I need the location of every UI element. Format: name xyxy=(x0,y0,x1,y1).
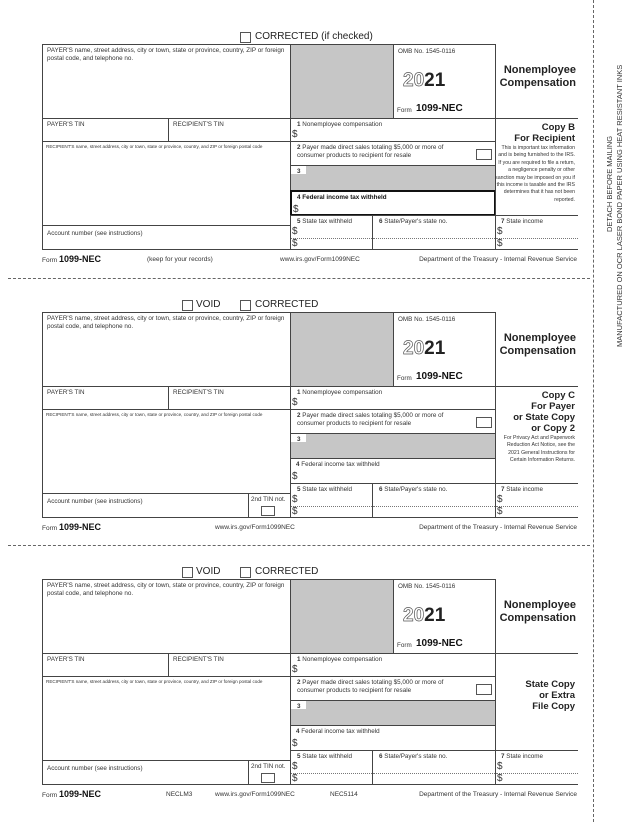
box-number: 2 xyxy=(297,144,301,151)
recipient-info-field[interactable] xyxy=(42,676,291,761)
box4-federal-tax-withheld[interactable] xyxy=(290,725,496,751)
footer-code: NECLM3 xyxy=(166,791,193,798)
detach-line xyxy=(8,278,590,279)
line-divider xyxy=(373,506,495,507)
footer-url: www.irs.gov/Form1099NEC xyxy=(280,256,360,263)
payer-tin-label: PAYER'S TIN xyxy=(47,656,85,663)
box7-state-income[interactable] xyxy=(495,750,578,785)
box3-number: 3 xyxy=(297,436,301,443)
recipient-tin-label: RECIPIENT'S TIN xyxy=(173,656,224,663)
dollar-sign: $ xyxy=(497,238,503,249)
box6-state-payer-number[interactable] xyxy=(372,483,496,518)
box1-nonemployee-compensation[interactable] xyxy=(290,653,496,677)
footer-note: (keep for your records) xyxy=(147,256,213,263)
box-number: 5 xyxy=(297,486,301,493)
omb-number: OMB No. 1545-0116 xyxy=(398,316,456,323)
corrected-label: CORRECTED (if checked) xyxy=(255,31,373,42)
second-tin-label: 2nd TIN not. xyxy=(251,763,286,770)
box5-state-tax-withheld[interactable] xyxy=(290,215,373,250)
detach-line-vertical xyxy=(593,0,594,822)
copy-designation: Copy C xyxy=(541,390,575,401)
footer-department: Department of the Treasury - Internal Revenue Service xyxy=(419,791,577,798)
form-name: 1099-NEC xyxy=(58,789,102,799)
box2-label xyxy=(297,144,462,160)
title-line1: Nonemployee xyxy=(503,599,576,611)
dollar-sign: $ xyxy=(292,773,298,784)
form-word: Form xyxy=(42,257,58,264)
dollar-sign: $ xyxy=(497,773,503,784)
box6-state-payer-number-label xyxy=(379,753,447,761)
box7-state-income[interactable] xyxy=(495,215,578,250)
box3-number: 3 xyxy=(297,703,301,710)
box-number: 1 xyxy=(297,121,301,128)
box-label-text: State tax withheld xyxy=(302,486,352,493)
box4-label xyxy=(296,728,380,736)
payer-info-field[interactable] xyxy=(42,312,291,387)
payer-tin-label: PAYER'S TIN xyxy=(47,121,85,128)
dollar-sign: $ xyxy=(497,226,503,237)
box4-federal-tax-withheld[interactable] xyxy=(290,190,496,216)
tax-year-bold: 21 xyxy=(424,605,446,626)
form-title xyxy=(496,332,576,358)
box2-label xyxy=(297,412,462,428)
box-label-text: Nonemployee compensation xyxy=(302,389,383,396)
recipient-tin-label: RECIPIENT'S TIN xyxy=(173,121,224,128)
dollar-sign: $ xyxy=(292,761,298,772)
line-divider xyxy=(496,506,578,507)
line-divider xyxy=(373,773,495,774)
void-checkbox[interactable] xyxy=(182,300,193,311)
copy-designation: State Copy xyxy=(525,679,575,690)
box3-shading xyxy=(306,166,495,175)
box4-label xyxy=(296,461,380,469)
line-divider xyxy=(373,238,495,239)
second-tin-checkbox[interactable] xyxy=(261,506,275,516)
footer-department: Department of the Treasury - Internal Revenue Service xyxy=(419,524,577,531)
recipient-tin-field[interactable] xyxy=(168,653,291,677)
omb-year-form-box xyxy=(393,44,496,119)
account-number-field[interactable] xyxy=(42,760,249,785)
box-label-text: Nonemployee compensation xyxy=(302,656,383,663)
dollar-sign: $ xyxy=(292,129,298,140)
omb-year-form-box xyxy=(393,312,496,387)
box6-state-payer-number-label xyxy=(379,486,447,494)
omb-number: OMB No. 1545-0116 xyxy=(398,48,456,55)
form-name: 1099-NEC xyxy=(416,638,463,649)
box2-direct-sales xyxy=(290,409,496,434)
account-number-field[interactable] xyxy=(42,493,249,518)
detach-notice: DETACH BEFORE MAILING xyxy=(605,135,614,232)
box5-state-tax-withheld-label xyxy=(297,218,352,226)
box2-label xyxy=(297,679,462,695)
box-number: 6 xyxy=(379,753,383,760)
omb-number: OMB No. 1545-0116 xyxy=(398,583,456,590)
recipient-info-field[interactable] xyxy=(42,141,291,226)
box-label-text: State/Payer's state no. xyxy=(384,753,448,760)
box1-label xyxy=(297,121,382,129)
corrected-checkbox[interactable] xyxy=(240,32,251,43)
box-number: 2 xyxy=(297,679,301,686)
box2-direct-sales xyxy=(290,676,496,701)
copy-designation: or Copy 2 xyxy=(531,423,575,434)
payer-info-field[interactable] xyxy=(42,44,291,119)
tax-year-bold: 21 xyxy=(424,338,446,359)
second-tin-notice xyxy=(248,760,291,785)
box-number: 1 xyxy=(297,389,301,396)
payer-tin-field[interactable] xyxy=(42,118,169,142)
box2-checkbox[interactable] xyxy=(476,417,492,428)
box-number: 1 xyxy=(297,656,301,663)
box1-nonemployee-compensation[interactable] xyxy=(290,386,496,410)
box-label-text: Payer made direct sales totaling $5,000 or more of consumer products to recipient for resale xyxy=(297,412,444,427)
recipient-tin-field[interactable] xyxy=(168,118,291,142)
corrected-label: CORRECTED xyxy=(255,566,319,577)
payer-tin-field[interactable] xyxy=(42,653,169,677)
box3-shading xyxy=(291,442,495,458)
copy-designation: or Extra xyxy=(539,690,575,701)
footer-url: www.irs.gov/Form1099NEC xyxy=(215,524,295,531)
title-line2: Compensation xyxy=(499,345,576,357)
title-line2: Compensation xyxy=(499,612,576,624)
tax-year xyxy=(403,605,445,627)
box-number: 6 xyxy=(379,486,383,493)
box3 xyxy=(290,433,496,459)
dollar-sign: $ xyxy=(292,238,298,249)
title-line1: Nonemployee xyxy=(503,64,576,76)
corrected-checkbox[interactable] xyxy=(240,567,251,578)
box6-state-payer-number-label xyxy=(379,218,447,226)
box-number: 7 xyxy=(501,486,505,493)
copy-designation: For Recipient xyxy=(514,133,575,144)
box-number: 5 xyxy=(297,753,301,760)
box4-label xyxy=(297,194,387,202)
account-label: Account number (see instructions) xyxy=(47,498,143,505)
box7-label xyxy=(501,218,543,226)
form-word: Form xyxy=(42,525,58,532)
copy-notice: This is important tax information and is being furnished to the IRS. If you are required to file a return, a negligence penalty or other sanction may be imposed on you if this income is taxable and the IRS determines that it has not been reported. xyxy=(495,145,575,203)
footer-form-name xyxy=(42,254,101,264)
box7-label xyxy=(501,486,543,494)
box7-label xyxy=(501,753,543,761)
omb-year-form-box xyxy=(393,579,496,654)
tax-year xyxy=(403,70,445,92)
box-label-text: State/Payer's state no. xyxy=(384,486,448,493)
dollar-sign: $ xyxy=(292,738,298,749)
recipient-label: RECIPIENT'S name, street address, city or town, state or province, country, and ZIP or foreign postal code xyxy=(46,144,263,149)
box-number: 4 xyxy=(297,194,301,201)
payer-label: PAYER'S name, street address, city or town, state or province, country, ZIP or foreign postal code, and telephone no. xyxy=(47,315,285,330)
recipient-tin-label: RECIPIENT'S TIN xyxy=(173,389,224,396)
payer-label: PAYER'S name, street address, city or town, state or province, country, ZIP or foreign postal code, and telephone no. xyxy=(47,582,285,597)
box3-shading xyxy=(306,701,495,710)
box-label-text: Federal income tax withheld xyxy=(301,461,380,468)
shaded-area xyxy=(290,579,394,654)
dollar-sign: $ xyxy=(497,506,503,517)
box-number: 6 xyxy=(379,218,383,225)
line-divider xyxy=(291,506,372,507)
box3 xyxy=(290,700,496,726)
form-name: 1099-NEC xyxy=(58,254,102,264)
footer-department: Department of the Treasury - Internal Revenue Service xyxy=(419,256,577,263)
box1-nonemployee-compensation[interactable] xyxy=(290,118,496,142)
form-word: Form xyxy=(397,107,412,114)
box2-checkbox[interactable] xyxy=(476,149,492,160)
footer-code: NEC5114 xyxy=(330,791,358,798)
payer-tin-field[interactable] xyxy=(42,386,169,410)
box5-state-tax-withheld[interactable] xyxy=(290,750,373,785)
line-divider xyxy=(496,773,578,774)
recipient-tin-field[interactable] xyxy=(168,386,291,410)
tax-year-light: 20 xyxy=(403,605,425,626)
shaded-area xyxy=(290,44,394,119)
form-title xyxy=(496,599,576,625)
tax-year-bold: 21 xyxy=(424,70,446,91)
box-label-text: State tax withheld xyxy=(302,753,352,760)
recipient-info-field[interactable] xyxy=(42,409,291,494)
void-checkbox[interactable] xyxy=(182,567,193,578)
recipient-label: RECIPIENT'S name, street address, city or town, state or province, country, and ZIP or foreign postal code xyxy=(46,412,263,417)
tax-year-light: 20 xyxy=(403,70,425,91)
tax-year xyxy=(403,338,445,360)
box6-state-payer-number[interactable] xyxy=(372,750,496,785)
box-number: 7 xyxy=(501,753,505,760)
box-number: 2 xyxy=(297,412,301,419)
dollar-sign: $ xyxy=(292,506,298,517)
dollar-sign: $ xyxy=(292,226,298,237)
box-label-text: State income xyxy=(506,218,544,225)
box-number: 5 xyxy=(297,218,301,225)
tax-year-light: 20 xyxy=(403,338,425,359)
corrected-checkbox[interactable] xyxy=(240,300,251,311)
box5-state-tax-withheld-label xyxy=(297,753,352,761)
copy-designation: For Payer xyxy=(531,401,575,412)
dollar-sign: $ xyxy=(497,494,503,505)
box-label-text: Payer made direct sales totaling $5,000 or more of consumer products to recipient for resale xyxy=(297,679,444,694)
void-label: VOID xyxy=(196,299,221,310)
second-tin-checkbox[interactable] xyxy=(261,773,275,783)
shaded-area xyxy=(290,312,394,387)
payer-tin-label: PAYER'S TIN xyxy=(47,389,85,396)
line-divider xyxy=(291,238,372,239)
box-label-text: Nonemployee compensation xyxy=(302,121,383,128)
copy-designation: Copy B xyxy=(541,122,575,133)
dollar-sign: $ xyxy=(292,494,298,505)
box1-label xyxy=(297,389,382,397)
copy-designation: File Copy xyxy=(532,701,575,712)
dollar-sign: $ xyxy=(292,471,298,482)
box1-label xyxy=(297,656,382,664)
box-label-text: State/Payer's state no. xyxy=(384,218,448,225)
copy-notice: For Privacy Act and Paperwork Reduction Act Notice, see the 2021 General Instructions for Certain Information Returns. xyxy=(503,435,575,464)
dollar-sign: $ xyxy=(292,397,298,408)
copy-info xyxy=(495,679,575,712)
footer-form-name xyxy=(42,789,101,799)
void-label: VOID xyxy=(196,566,221,577)
footer-url: www.irs.gov/Form1099NEC xyxy=(215,791,295,798)
dollar-sign: $ xyxy=(293,204,299,215)
account-label: Account number (see instructions) xyxy=(47,765,143,772)
form-title xyxy=(496,64,576,90)
box3-shading xyxy=(291,174,495,190)
box-label-text: Federal income tax withheld xyxy=(302,194,387,201)
account-label: Account number (see instructions) xyxy=(47,230,143,237)
box2-direct-sales xyxy=(290,141,496,166)
line-divider xyxy=(291,773,372,774)
box-label-text: State income xyxy=(506,486,544,493)
payer-label: PAYER'S name, street address, city or town, state or province, country, ZIP or foreign postal code, and telephone no. xyxy=(47,47,285,62)
box3-number: 3 xyxy=(297,168,301,175)
copy-info xyxy=(495,122,575,204)
detach-line xyxy=(8,545,590,546)
copy-designation: or State Copy xyxy=(513,412,575,423)
box6-state-payer-number[interactable] xyxy=(372,215,496,250)
box2-checkbox[interactable] xyxy=(476,684,492,695)
box4-federal-tax-withheld[interactable] xyxy=(290,458,496,484)
second-tin-notice xyxy=(248,493,291,518)
title-line2: Compensation xyxy=(499,77,576,89)
footer-form-name xyxy=(42,522,101,532)
second-tin-label: 2nd TIN not. xyxy=(251,496,286,503)
paper-notice: MANUFACTURED ON OCR LASER BOND PAPER USING HEAT RESISTANT INKS xyxy=(615,64,624,347)
box5-state-tax-withheld-label xyxy=(297,486,352,494)
form-name: 1099-NEC xyxy=(416,371,463,382)
account-number-field[interactable] xyxy=(42,225,291,250)
line-divider xyxy=(496,238,578,239)
form-word: Form xyxy=(397,642,412,649)
dollar-sign: $ xyxy=(497,761,503,772)
form-name: 1099-NEC xyxy=(58,522,102,532)
box-number: 4 xyxy=(296,461,300,468)
corrected-label: CORRECTED xyxy=(255,299,319,310)
recipient-label: RECIPIENT'S name, street address, city or town, state or province, country, and ZIP or foreign postal code xyxy=(46,679,263,684)
form-name: 1099-NEC xyxy=(416,103,463,114)
box7-state-income[interactable] xyxy=(495,483,578,518)
box-number: 4 xyxy=(296,728,300,735)
dollar-sign: $ xyxy=(292,664,298,675)
form-word: Form xyxy=(42,792,58,799)
box-label-text: Payer made direct sales totaling $5,000 or more of consumer products to recipient for resale xyxy=(297,144,444,159)
box-label-text: State tax withheld xyxy=(302,218,352,225)
box-label-text: Federal income tax withheld xyxy=(301,728,380,735)
copy-info xyxy=(495,390,575,465)
box-number: 7 xyxy=(501,218,505,225)
box5-state-tax-withheld[interactable] xyxy=(290,483,373,518)
box3-shading xyxy=(291,709,495,725)
payer-info-field[interactable] xyxy=(42,579,291,654)
title-line1: Nonemployee xyxy=(503,332,576,344)
box3-shading xyxy=(306,434,495,443)
box-label-text: State income xyxy=(506,753,544,760)
form-word: Form xyxy=(397,375,412,382)
box3 xyxy=(290,165,496,191)
